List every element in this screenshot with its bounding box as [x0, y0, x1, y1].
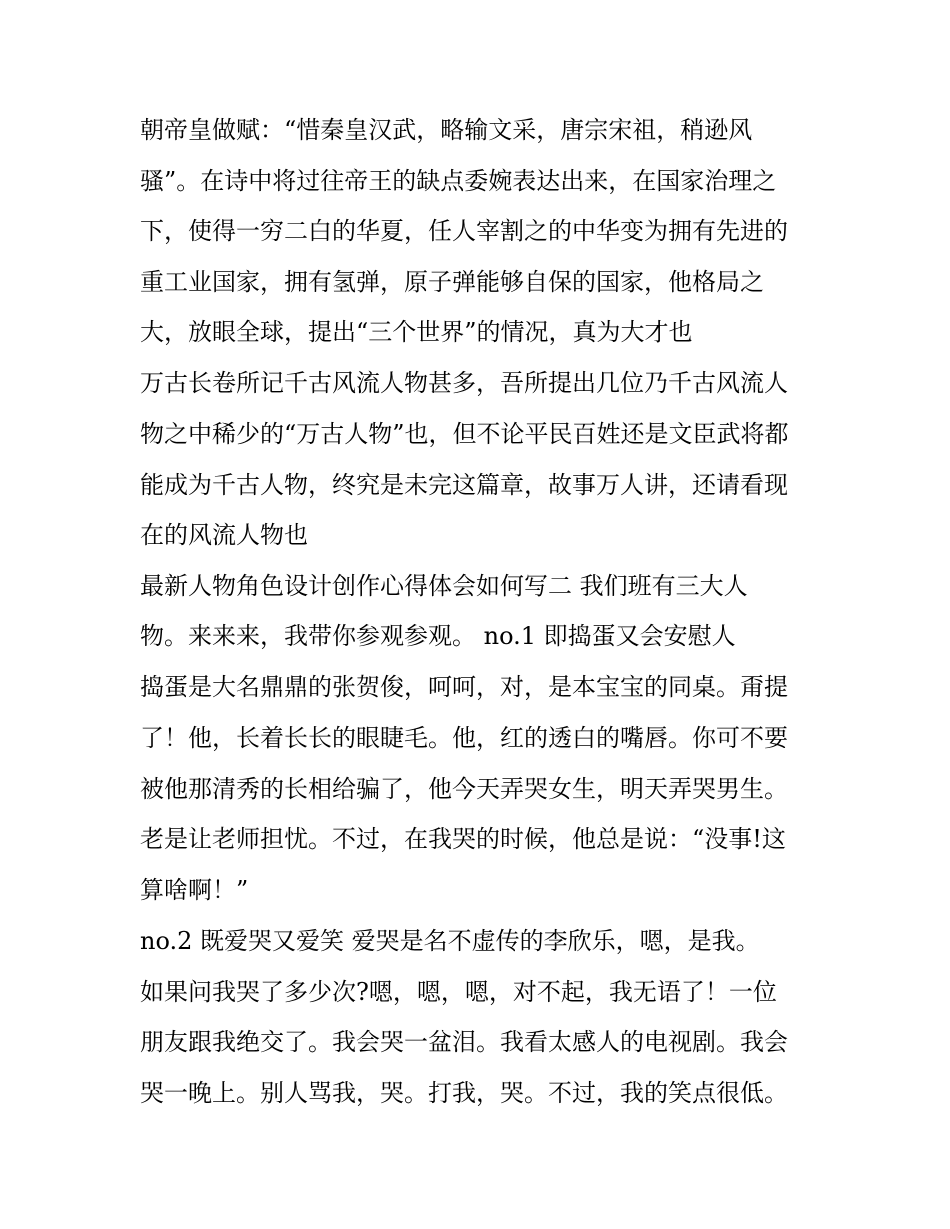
text-line: 在的风流人物也 [140, 521, 308, 549]
text-line: 哭一晚上。别人骂我，哭。打我，哭。不过，我的笑点很低。 [140, 1079, 788, 1107]
text-line: 老是让老师担忧。不过，在我哭的时候，他总是说：“没事!这 [140, 825, 786, 853]
text-line: 万古长卷所记千古风流人物甚多，吾所提出几位乃千古风流人 [140, 369, 788, 397]
text-line: 能成为千古人物，终究是未完这篇章，故事万人讲，还请看现 [140, 471, 788, 499]
text-line: 被他那清秀的长相给骗了，他今天弄哭女生，明天弄哭男生。 [140, 775, 788, 803]
text-line: 骚”。在诗中将过往帝王的缺点委婉表达出来，在国家治理之 [140, 167, 777, 195]
text-line: 算啥啊！” [140, 876, 249, 904]
text-line: 朋友跟我绝交了。我会哭一盆泪。我看太感人的电视剧。我会 [140, 1028, 788, 1056]
text-line: no.2 既爱哭又爱笑 爱哭是名不虚传的李欣乐，嗯，是我。 [140, 927, 760, 955]
text-line: 下，使得一穷二白的华夏，任人宰割之的中华变为拥有先进的 [140, 217, 788, 245]
text-line: 最新人物角色设计创作心得体会如何写二 我们班有三大人 [140, 572, 748, 600]
text-line: 重工业国家，拥有氢弹，原子弹能够自保的国家，他格局之 [140, 268, 764, 296]
text-line: 物。来来来，我带你参观参观。 no.1 即捣蛋又会安慰人 [140, 622, 736, 650]
text-line: 朝帝皇做赋：“惜秦皇汉武，略输文采，唐宗宋祖，稍逊风 [140, 116, 753, 144]
text-line: 如果问我哭了多少次?嗯，嗯，嗯，对不起，我无语了！一位 [140, 978, 777, 1006]
text-line: 捣蛋是大名鼎鼎的张贺俊，呵呵，对，是本宝宝的同桌。甭提 [140, 673, 788, 701]
text-line: 物之中稀少的“万古人物”也，但不论平民百姓还是文臣武将都 [140, 420, 789, 448]
text-line: 了！他，长着长长的眼睫毛。他，红的透白的嘴唇。你可不要 [140, 724, 788, 752]
text-line: 大，放眼全球，提出“三个世界”的情况，真为大才也 [140, 318, 693, 346]
